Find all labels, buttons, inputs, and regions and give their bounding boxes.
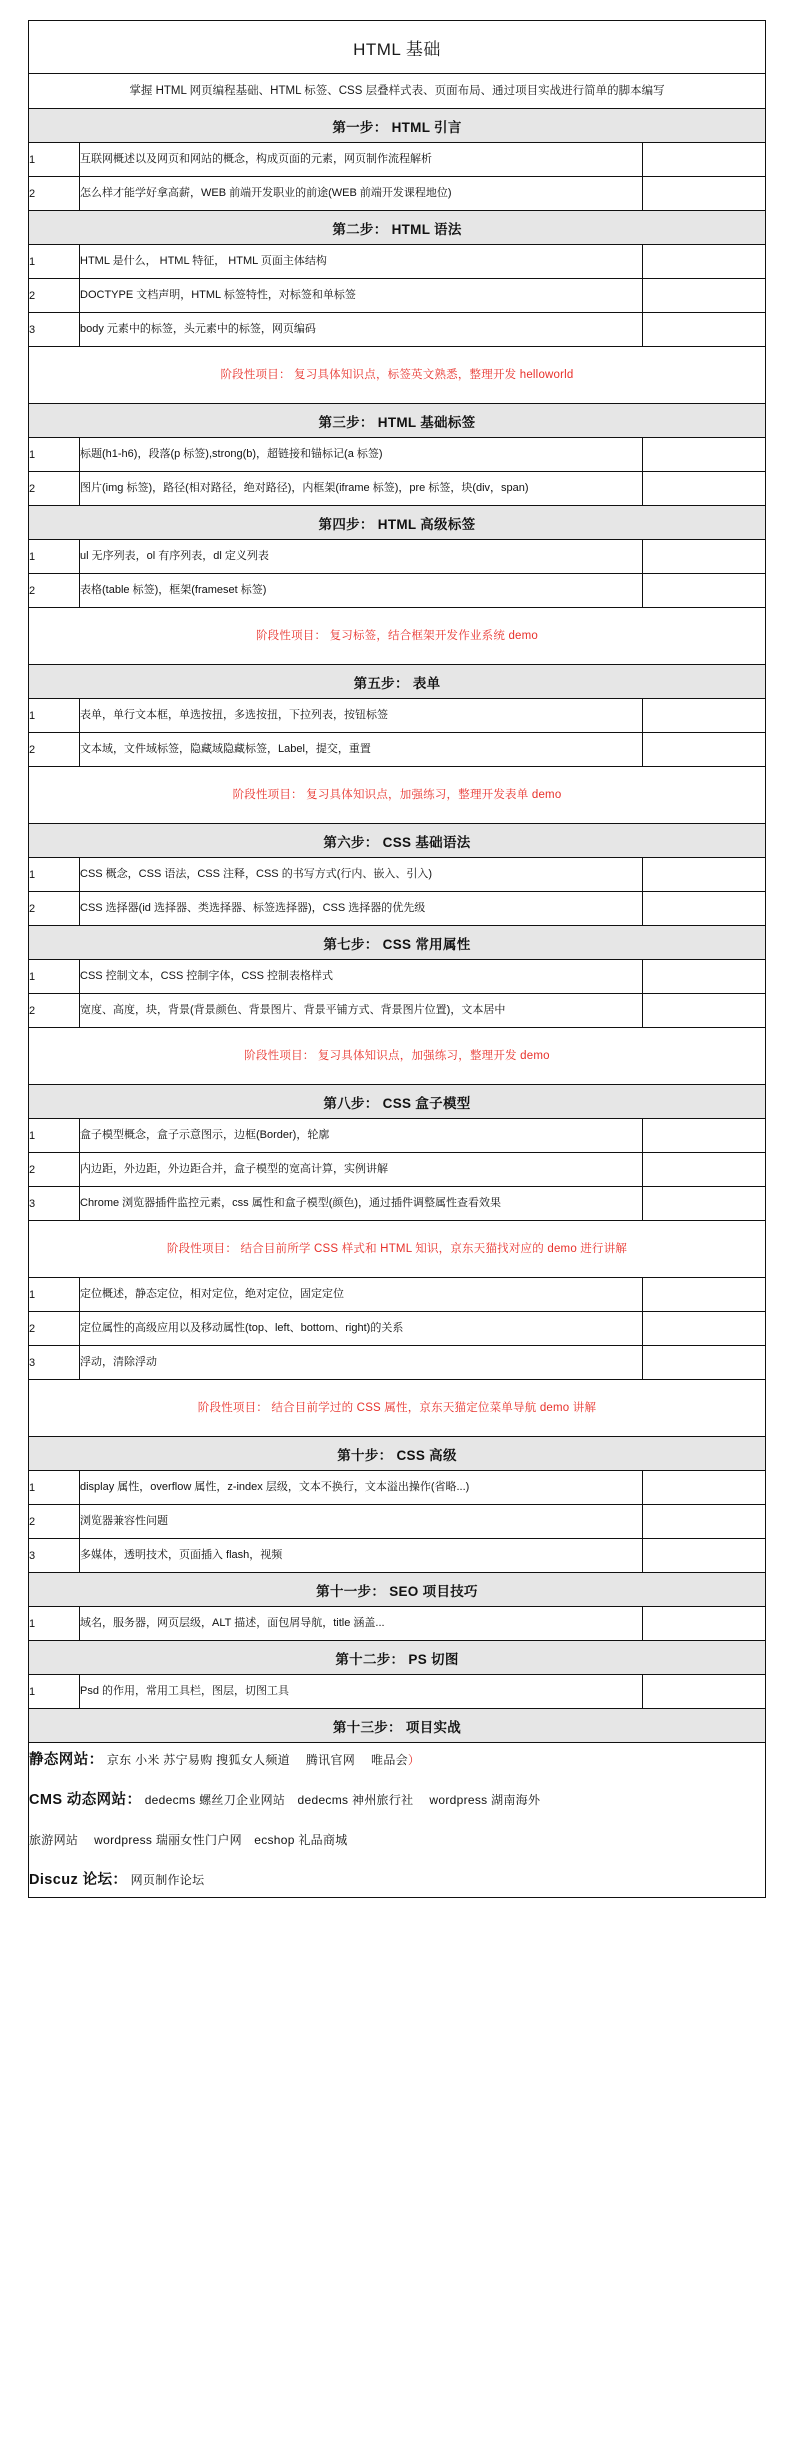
table-row: [29, 1471, 766, 1505]
row-topic: CSS 控制文本，CSS 控制字体，CSS 控制表格样式: [80, 960, 643, 994]
row-index: 1: [29, 858, 80, 892]
step-header-row: [29, 926, 766, 960]
row-index: 2: [29, 1505, 80, 1539]
table-row: [29, 1278, 766, 1312]
step-header-1: 第一步： HTML 引言: [29, 109, 766, 143]
row-note[interactable]: [643, 438, 766, 472]
row-note[interactable]: [643, 1675, 766, 1709]
row-note[interactable]: [643, 892, 766, 926]
row-topic: 标题(h1-h6)，段落(p 标签),strong(b)，超链接和锚标记(a 标签): [80, 438, 643, 472]
row-note[interactable]: [643, 574, 766, 608]
step-header-row: [29, 211, 766, 245]
row-note[interactable]: [643, 1153, 766, 1187]
row-topic: 定位概述，静态定位，相对定位，绝对定位，固定定位: [80, 1278, 643, 1312]
table-row: [29, 733, 766, 767]
row-note[interactable]: [643, 1312, 766, 1346]
project-line-paren: ）: [407, 1753, 421, 1767]
row-note[interactable]: [643, 143, 766, 177]
row-topic: HTML 是什么， HTML 特征， HTML 页面主体结构: [80, 245, 643, 279]
row-note[interactable]: [643, 1187, 766, 1221]
row-topic: body 元素中的标签，头元素中的标签，网页编码: [80, 313, 643, 347]
row-topic: CSS 选择器(id 选择器、类选择器、标签选择器)，CSS 选择器的优先级: [80, 892, 643, 926]
course-goal: 掌握 HTML 网页编程基础、HTML 标签、CSS 层叠样式表、页面布局、通过项目实战进行简单的脚本编写: [29, 74, 766, 109]
row-topic: 文本域，文件域标签，隐藏域隐藏标签，Label，提交，重置: [80, 733, 643, 767]
project-line-label: 静态网站：: [29, 1752, 104, 1768]
row-note[interactable]: [643, 960, 766, 994]
row-index: 1: [29, 699, 80, 733]
stage-project-row: [29, 347, 766, 404]
course-outline-table: [28, 20, 766, 1898]
row-index: 2: [29, 1312, 80, 1346]
row-index: 1: [29, 1675, 80, 1709]
row-index: 3: [29, 313, 80, 347]
project-line-label: CMS 动态网站：: [29, 1792, 142, 1809]
row-topic: 互联网概述以及网页和网站的概念，构成页面的元素，网页制作流程解析: [80, 143, 643, 177]
row-topic: 浏览器兼容性问题: [80, 1505, 643, 1539]
table-row: [29, 143, 766, 177]
row-topic: Chrome 浏览器插件监控元素，css 属性和盒子模型(颜色)，通过插件调整属性查看效果: [80, 1187, 643, 1221]
project-line-body: 网页制作论坛: [130, 1873, 205, 1888]
table-row: [29, 1346, 766, 1380]
goal-row: [29, 74, 766, 109]
step-header-row: [29, 1641, 766, 1675]
row-topic: 盒子模型概念，盒子示意图示，边框(Border)，轮廓: [80, 1119, 643, 1153]
row-note[interactable]: [643, 1278, 766, 1312]
stage-project-5: 阶段性项目： 复习具体知识点，加强练习，整理开发表单 demo: [29, 767, 766, 824]
row-note[interactable]: [643, 279, 766, 313]
row-note[interactable]: [643, 733, 766, 767]
table-row: [29, 892, 766, 926]
table-row: [29, 574, 766, 608]
table-row: [29, 1607, 766, 1641]
row-index: 2: [29, 574, 80, 608]
step-header-4: 第四步： HTML 高级标签: [29, 506, 766, 540]
step-header-12: 第十二步： PS 切图: [29, 1641, 766, 1675]
stage-project-8: 阶段性项目： 结合目前所学 CSS 样式和 HTML 知识，京东天猫找对应的 demo 进行讲解: [29, 1221, 766, 1278]
table-row: [29, 1119, 766, 1153]
table-row: [29, 994, 766, 1028]
row-topic: 内边距，外边距，外边距合并，盒子模型的宽高计算，实例讲解: [80, 1153, 643, 1187]
row-index: 2: [29, 892, 80, 926]
step-header-row: [29, 1085, 766, 1119]
row-topic: Psd 的作用，常用工具栏，图层，切图工具: [80, 1675, 643, 1709]
row-note[interactable]: [643, 1471, 766, 1505]
step-header-row: [29, 665, 766, 699]
row-note[interactable]: [643, 1539, 766, 1573]
table-row: [29, 279, 766, 313]
step-header-11: 第十一步： SEO 项目技巧: [29, 1573, 766, 1607]
table-row: [29, 472, 766, 506]
row-topic: CSS 概念，CSS 语法，CSS 注释，CSS 的书写方式(行内、嵌入、引入): [80, 858, 643, 892]
stage-project-row: [29, 1028, 766, 1085]
step-header-row: [29, 1573, 766, 1607]
step-header-8: 第八步： CSS 盒子模型: [29, 1085, 766, 1119]
project-line-body: dedecms 螺丝刀企业网站 dedecms 神州旅行社 wordpress 湖南海外: [144, 1793, 541, 1808]
table-row: [29, 540, 766, 574]
table-row: [29, 858, 766, 892]
project-line-body: 旅游网站 wordpress 瑞丽女性门户网 ecshop 礼品商城: [29, 1833, 348, 1848]
row-note[interactable]: [643, 699, 766, 733]
row-index: 1: [29, 540, 80, 574]
row-note[interactable]: [643, 313, 766, 347]
row-note[interactable]: [643, 1346, 766, 1380]
project-line: [29, 1823, 765, 1857]
row-index: 3: [29, 1539, 80, 1573]
step-header-row: [29, 1437, 766, 1471]
stage-project-row: [29, 1221, 766, 1278]
row-note[interactable]: [643, 245, 766, 279]
table-row: [29, 1539, 766, 1573]
table-row: [29, 1312, 766, 1346]
row-topic: 定位属性的高级应用以及移动属性(top、left、bottom、right)的关系: [80, 1312, 643, 1346]
project-line: [29, 1743, 765, 1777]
step-header-row: [29, 506, 766, 540]
step-header-row: [29, 109, 766, 143]
table-row: [29, 245, 766, 279]
row-topic: 浮动，清除浮动: [80, 1346, 643, 1380]
step-header-10: 第十步： CSS 高级: [29, 1437, 766, 1471]
row-index: 1: [29, 245, 80, 279]
row-note[interactable]: [643, 177, 766, 211]
row-note[interactable]: [643, 472, 766, 506]
row-index: 1: [29, 143, 80, 177]
step-header-row: [29, 824, 766, 858]
row-topic: ul 无序列表，ol 有序列表，dl 定义列表: [80, 540, 643, 574]
row-topic: DOCTYPE 文档声明，HTML 标签特性，对标签和单标签: [80, 279, 643, 313]
row-index: 1: [29, 1278, 80, 1312]
step-header-7: 第七步： CSS 常用属性: [29, 926, 766, 960]
row-topic: 多媒体，透明技术，页面插入 flash，视频: [80, 1539, 643, 1573]
stage-project-row: [29, 608, 766, 665]
row-index: 2: [29, 177, 80, 211]
stage-project-2: 阶段性项目： 复习具体知识点，标签英文熟悉，整理开发 helloworld: [29, 347, 766, 404]
row-note[interactable]: [643, 1505, 766, 1539]
project-practice-block: [29, 1743, 766, 1898]
step-header-5: 第五步： 表单: [29, 665, 766, 699]
project-line: [29, 1863, 765, 1897]
project-line: [29, 1783, 765, 1817]
row-index: 2: [29, 472, 80, 506]
row-index: 3: [29, 1187, 80, 1221]
row-topic: 宽度、高度，块，背景(背景颜色、背景图片、背景平铺方式、背景图片位置)，文本居中: [80, 994, 643, 1028]
stage-project-7: 阶段性项目： 复习具体知识点，加强练习，整理开发 demo: [29, 1028, 766, 1085]
row-index: 2: [29, 279, 80, 313]
table-row: [29, 438, 766, 472]
step-header-3: 第三步： HTML 基础标签: [29, 404, 766, 438]
table-row: [29, 1675, 766, 1709]
row-note[interactable]: [643, 1607, 766, 1641]
step-header-row: [29, 1709, 766, 1743]
row-index: 2: [29, 1153, 80, 1187]
row-index: 2: [29, 733, 80, 767]
table-row: [29, 1187, 766, 1221]
stage-project-row: [29, 1380, 766, 1437]
project-line-label: Discuz 论坛：: [29, 1872, 128, 1889]
table-row: [29, 1153, 766, 1187]
step-header-6: 第六步： CSS 基础语法: [29, 824, 766, 858]
stage-project-9: 阶段性项目： 结合目前学过的 CSS 属性，京东天猫定位菜单导航 demo 讲解: [29, 1380, 766, 1437]
step-header-2: 第二步： HTML 语法: [29, 211, 766, 245]
row-index: 2: [29, 994, 80, 1028]
row-note[interactable]: [643, 540, 766, 574]
table-row: [29, 313, 766, 347]
table-row: [29, 1505, 766, 1539]
row-index: 1: [29, 438, 80, 472]
stage-project-row: [29, 767, 766, 824]
table-row: [29, 960, 766, 994]
row-note[interactable]: [643, 858, 766, 892]
project-line-body: 京东 小米 苏宁易购 搜狐女人频道 腾讯官网 唯品会: [106, 1753, 408, 1767]
row-index: 1: [29, 1119, 80, 1153]
row-topic: 表单，单行文本框，单选按扭，多选按扭，下拉列表，按钮标签: [80, 699, 643, 733]
row-note[interactable]: [643, 994, 766, 1028]
step-header-row: [29, 404, 766, 438]
step-header-final: 第十三步： 项目实战: [29, 1709, 766, 1743]
row-topic: 表格(table 标签)，框架(frameset 标签): [80, 574, 643, 608]
row-topic: 图片(img 标签)，路径(相对路径，绝对路径)，内框架(iframe 标签)，pre 标签，块(div，span): [80, 472, 643, 506]
final-block-row: [29, 1743, 766, 1898]
row-index: 1: [29, 1471, 80, 1505]
row-index: 3: [29, 1346, 80, 1380]
row-topic: display 属性，overflow 属性，z-index 层级，文本不换行，文本溢出操作(省略...): [80, 1471, 643, 1505]
table-row: [29, 699, 766, 733]
row-index: 1: [29, 960, 80, 994]
row-index: 1: [29, 1607, 80, 1641]
row-note[interactable]: [643, 1119, 766, 1153]
table-row: [29, 177, 766, 211]
title-row: [29, 21, 766, 74]
row-topic: 域名，服务器，网页层级，ALT 描述，面包屑导航，title 涵盖...: [80, 1607, 643, 1641]
page-title: HTML 基础: [29, 21, 766, 74]
stage-project-4: 阶段性项目： 复习标签，结合框架开发作业系统 demo: [29, 608, 766, 665]
row-topic: 怎么样才能学好拿高薪，WEB 前端开发职业的前途(WEB 前端开发课程地位): [80, 177, 643, 211]
